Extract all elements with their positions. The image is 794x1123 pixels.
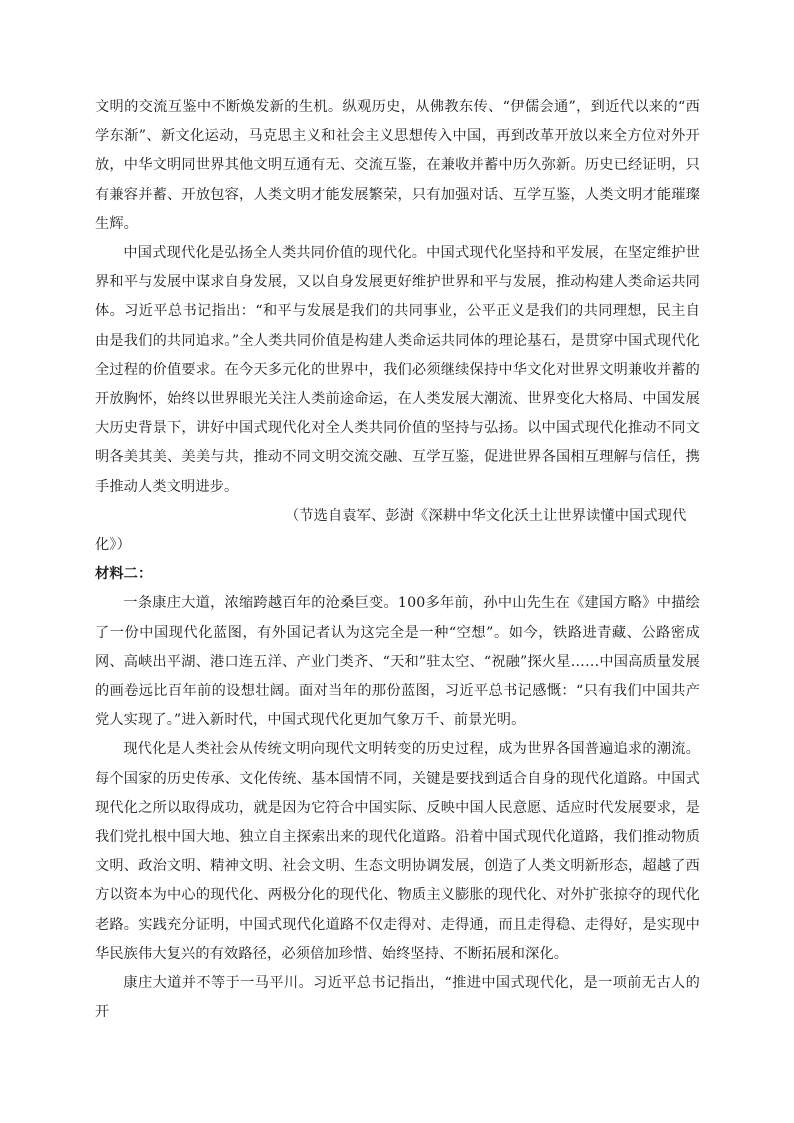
source-citation-tail: 化》） xyxy=(95,537,131,554)
paragraph-broad-road: 一条康庄大道，浓缩跨越百年的沧桑巨变。100多年前，孙中山先生在《建国方略》中描绘了一份中国现代化蓝图，有外国记者认为这完全是一种“空想”。如今，铁路进青藏、公路密成网、高峡出平湖、港口连五洋、产业门类齐、“天和”驻太空、“祝融”探火星……中国高质量发展的画卷远比百年前的设想壮阔。面对当年的那份蓝图，习近平总书记感慨：“只有我们中国共产党人实现了。”进入新时代，中国式现代化更加气象万千、前景光明。 xyxy=(95,595,700,729)
material-two-heading: 材料二： xyxy=(95,566,153,583)
source-citation: （节选自袁军、彭澍《深耕中华文化沃土让世界读懂中国式现代 xyxy=(285,507,687,524)
paragraph-not-smooth: 康庄大道并不等于一马平川。习近平总书记指出，“推进中国式现代化，是一项前无古人的开 xyxy=(95,975,700,1021)
paragraph-modernization-values: 中国式现代化是弘扬全人类共同价值的现代化。中国式现代化坚持和平发展，在坚定维护世界和平与发展中谋求自身发展，又以自身发展更好维护世界和平与发展，推动构建人类命运共同体。习近平总书记指出：“和平与发展是我们的共同事业，公平正义是我们的共同理想，民主自由是我们的共同追求。”全人类共同价值是构建人类命运共同体的理论基石，是贯穿中国式现代化全过程的价值要求。在今天多元化的世界中，我们必须继续保持中华文化对世界文明兼收并蓄的开放胸怀，始终以世界眼光关注人类前途命运，在人类发展大潮流、世界变化大格局、中国发展大历史背景下，讲好中国式现代化对全人类共同价值的坚持与弘扬。以中国式现代化推动不同文明各美其美、美美与共，推动不同文明交流交融、互学互鉴，促进世界各国相互理解与信任，携手推动人类文明进步。 xyxy=(95,245,700,495)
article-body xyxy=(95,93,700,1028)
paragraph-modernization-process: 现代化是人类社会从传统文明向现代文明转变的历史过程，成为世界各国普遍追求的潮流。每个国家的历史传承、文化传统、基本国情不同，关键是要找到适合自身的现代化道路。中国式现代化之所以取得成功，就是因为它符合中国实际、反映中国人民意愿、适应时代发展要求，是我们党扎根中国大地、独立自主探索出来的现代化道路。沿着中国式现代化道路，我们推动物质文明、政治文明、精神文明、社会文明、生态文明协调发展，创造了人类文明新形态，超越了西方以资本为中心的现代化、两极分化的现代化、物质主义膨胀的现代化、对外扩张掠夺的现代化老路。实践充分证明，中国式现代化道路不仅走得对、走得通，而且走得稳、走得好，是实现中华民族伟大复兴的有效路径，必须倍加珍惜、始终坚持、不断拓展和深化。 xyxy=(95,741,700,962)
paragraph-continued: 文明的交流互鉴中不断焕发新的生机。纵观历史，从佛教东传、“伊儒会通”，到近代以来的“西学东渐”、新文化运动，马克思主义和社会主义思想传入中国，再到改革开放以来全方位对外开放，中华文明同世界其他文明互通有无、交流互鉴，在兼收并蓄中历久弥新。历史已经证明，只有兼容并蓄、开放包容，人类文明才能发展繁荣，只有加强对话、互学互鉴，人类文明才能璀璨生辉。 xyxy=(95,99,700,232)
